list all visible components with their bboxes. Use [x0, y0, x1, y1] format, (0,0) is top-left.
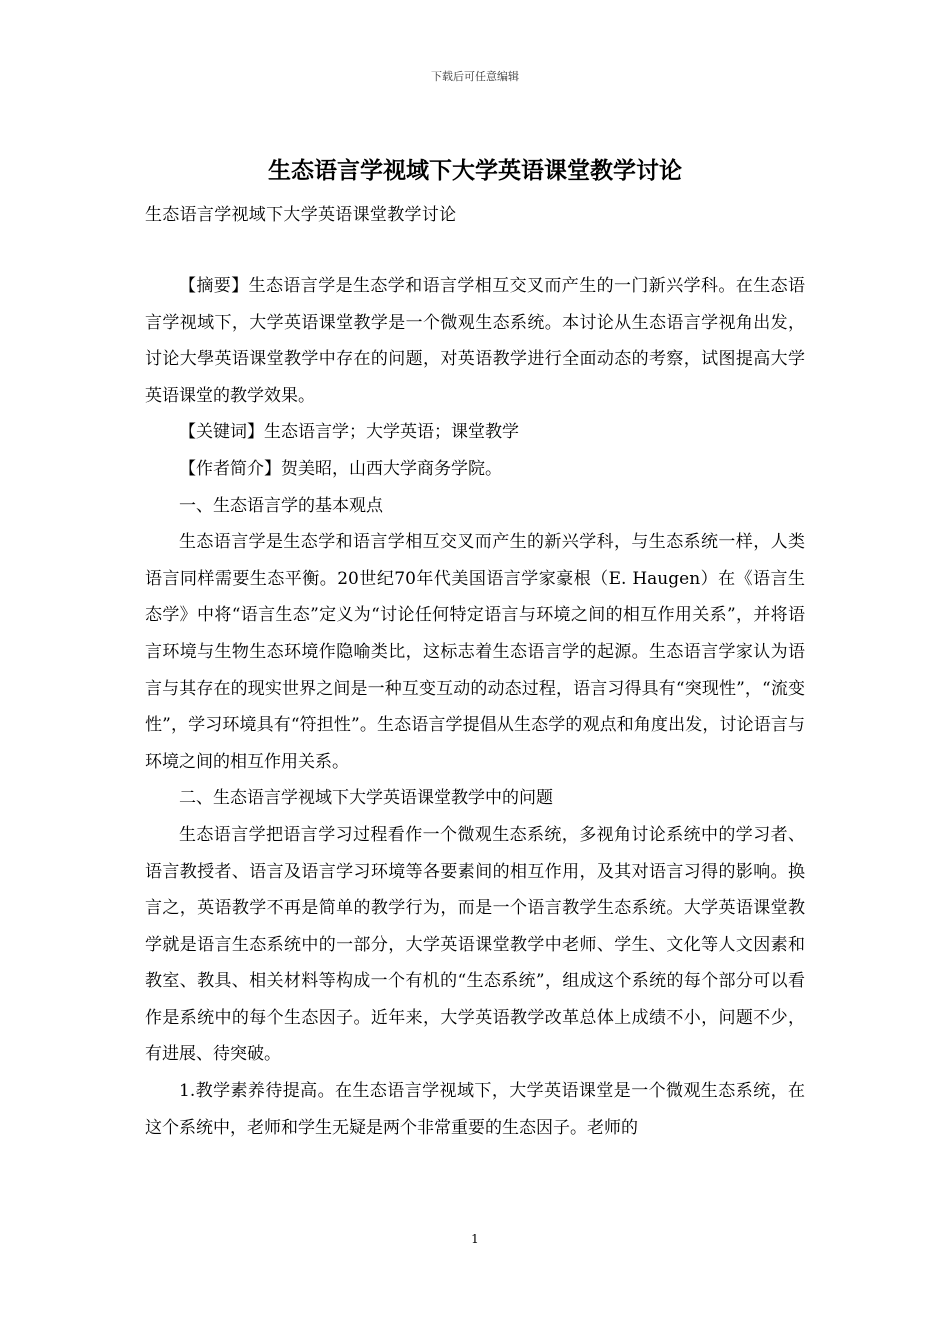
body-paragraph: 生态语言学是生态学和语言学相互交叉而产生的新兴学科，与生态系统一样，人类语言同样需要生态平衡。20世纪70年代美国语言学家豪根（E. Haugen）在《语言生态学》中将“语言生态”定义为“讨论任何特定语言与环境之间的相互作用关系”，并将语言环境与生物生态环境作隐喻类比，这标志着生态语言学的起源。生态语言学家认为语言与其存在的现实世界之间是一种互变互动的动态过程，语言习得具有“突现性”，“流变性”，学习环境具有“符担性”。生态语言学提倡从生态学的观点和角度出发，讨论语言与环境之间的相互作用关系。: [145, 532, 805, 772]
keywords-paragraph: 【关键词】生态语言学；大学英语；课堂教学: [179, 422, 519, 443]
document-title: 生态语言学视域下大学英语课堂教学讨论: [268, 157, 682, 184]
author-paragraph: 【作者简介】贺美昭，山西大学商务学院。: [179, 458, 502, 479]
section-heading-2: 二、生态语言学视域下大学英语课堂教学中的问题: [179, 788, 553, 809]
body-paragraph: 1.教学素养待提高。在生态语言学视域下，大学英语课堂是一个微观生态系统，在这个系统中，老师和学生无疑是两个非常重要的生态因子。老师的: [145, 1081, 805, 1138]
abstract-paragraph: 【摘要】生态语言学是生态学和语言学相互交叉而产生的一门新兴学科。在生态语言学视域下，大学英语课堂教学是一个微观生态系统。本讨论从生态语言学视角出发，讨论大學英语课堂教学中存在的问题，对英语教学进行全面动态的考察，试图提高大学英语课堂的教学效果。: [145, 276, 805, 406]
page-header-note: 下载后可任意编辑: [431, 70, 519, 83]
document-body: [145, 268, 805, 1146]
body-paragraph: 生态语言学把语言学习过程看作一个微观生态系统，多视角讨论系统中的学习者、语言教授者、语言及语言学习环境等各要素间的相互作用，及其对语言习得的影响。换言之，英语教学不再是简单的教学行为，而是一个语言教学生态系统。大学英语课堂教学就是语言生态系统中的一部分，大学英语课堂教学中老师、学生、文化等人文因素和教室、教具、相关材料等构成一个有机的“生态系统”，组成这个系统的每个部分可以看作是系统中的每个生态因子。近年来，大学英语教学改革总体上成绩不小，问题不少，有进展、待突破。: [145, 824, 805, 1065]
section-heading-1: 一、生态语言学的基本观点: [179, 495, 383, 516]
document-subtitle: 生态语言学视域下大学英语课堂教学讨论: [145, 205, 457, 225]
page-number: 1: [471, 1232, 479, 1246]
